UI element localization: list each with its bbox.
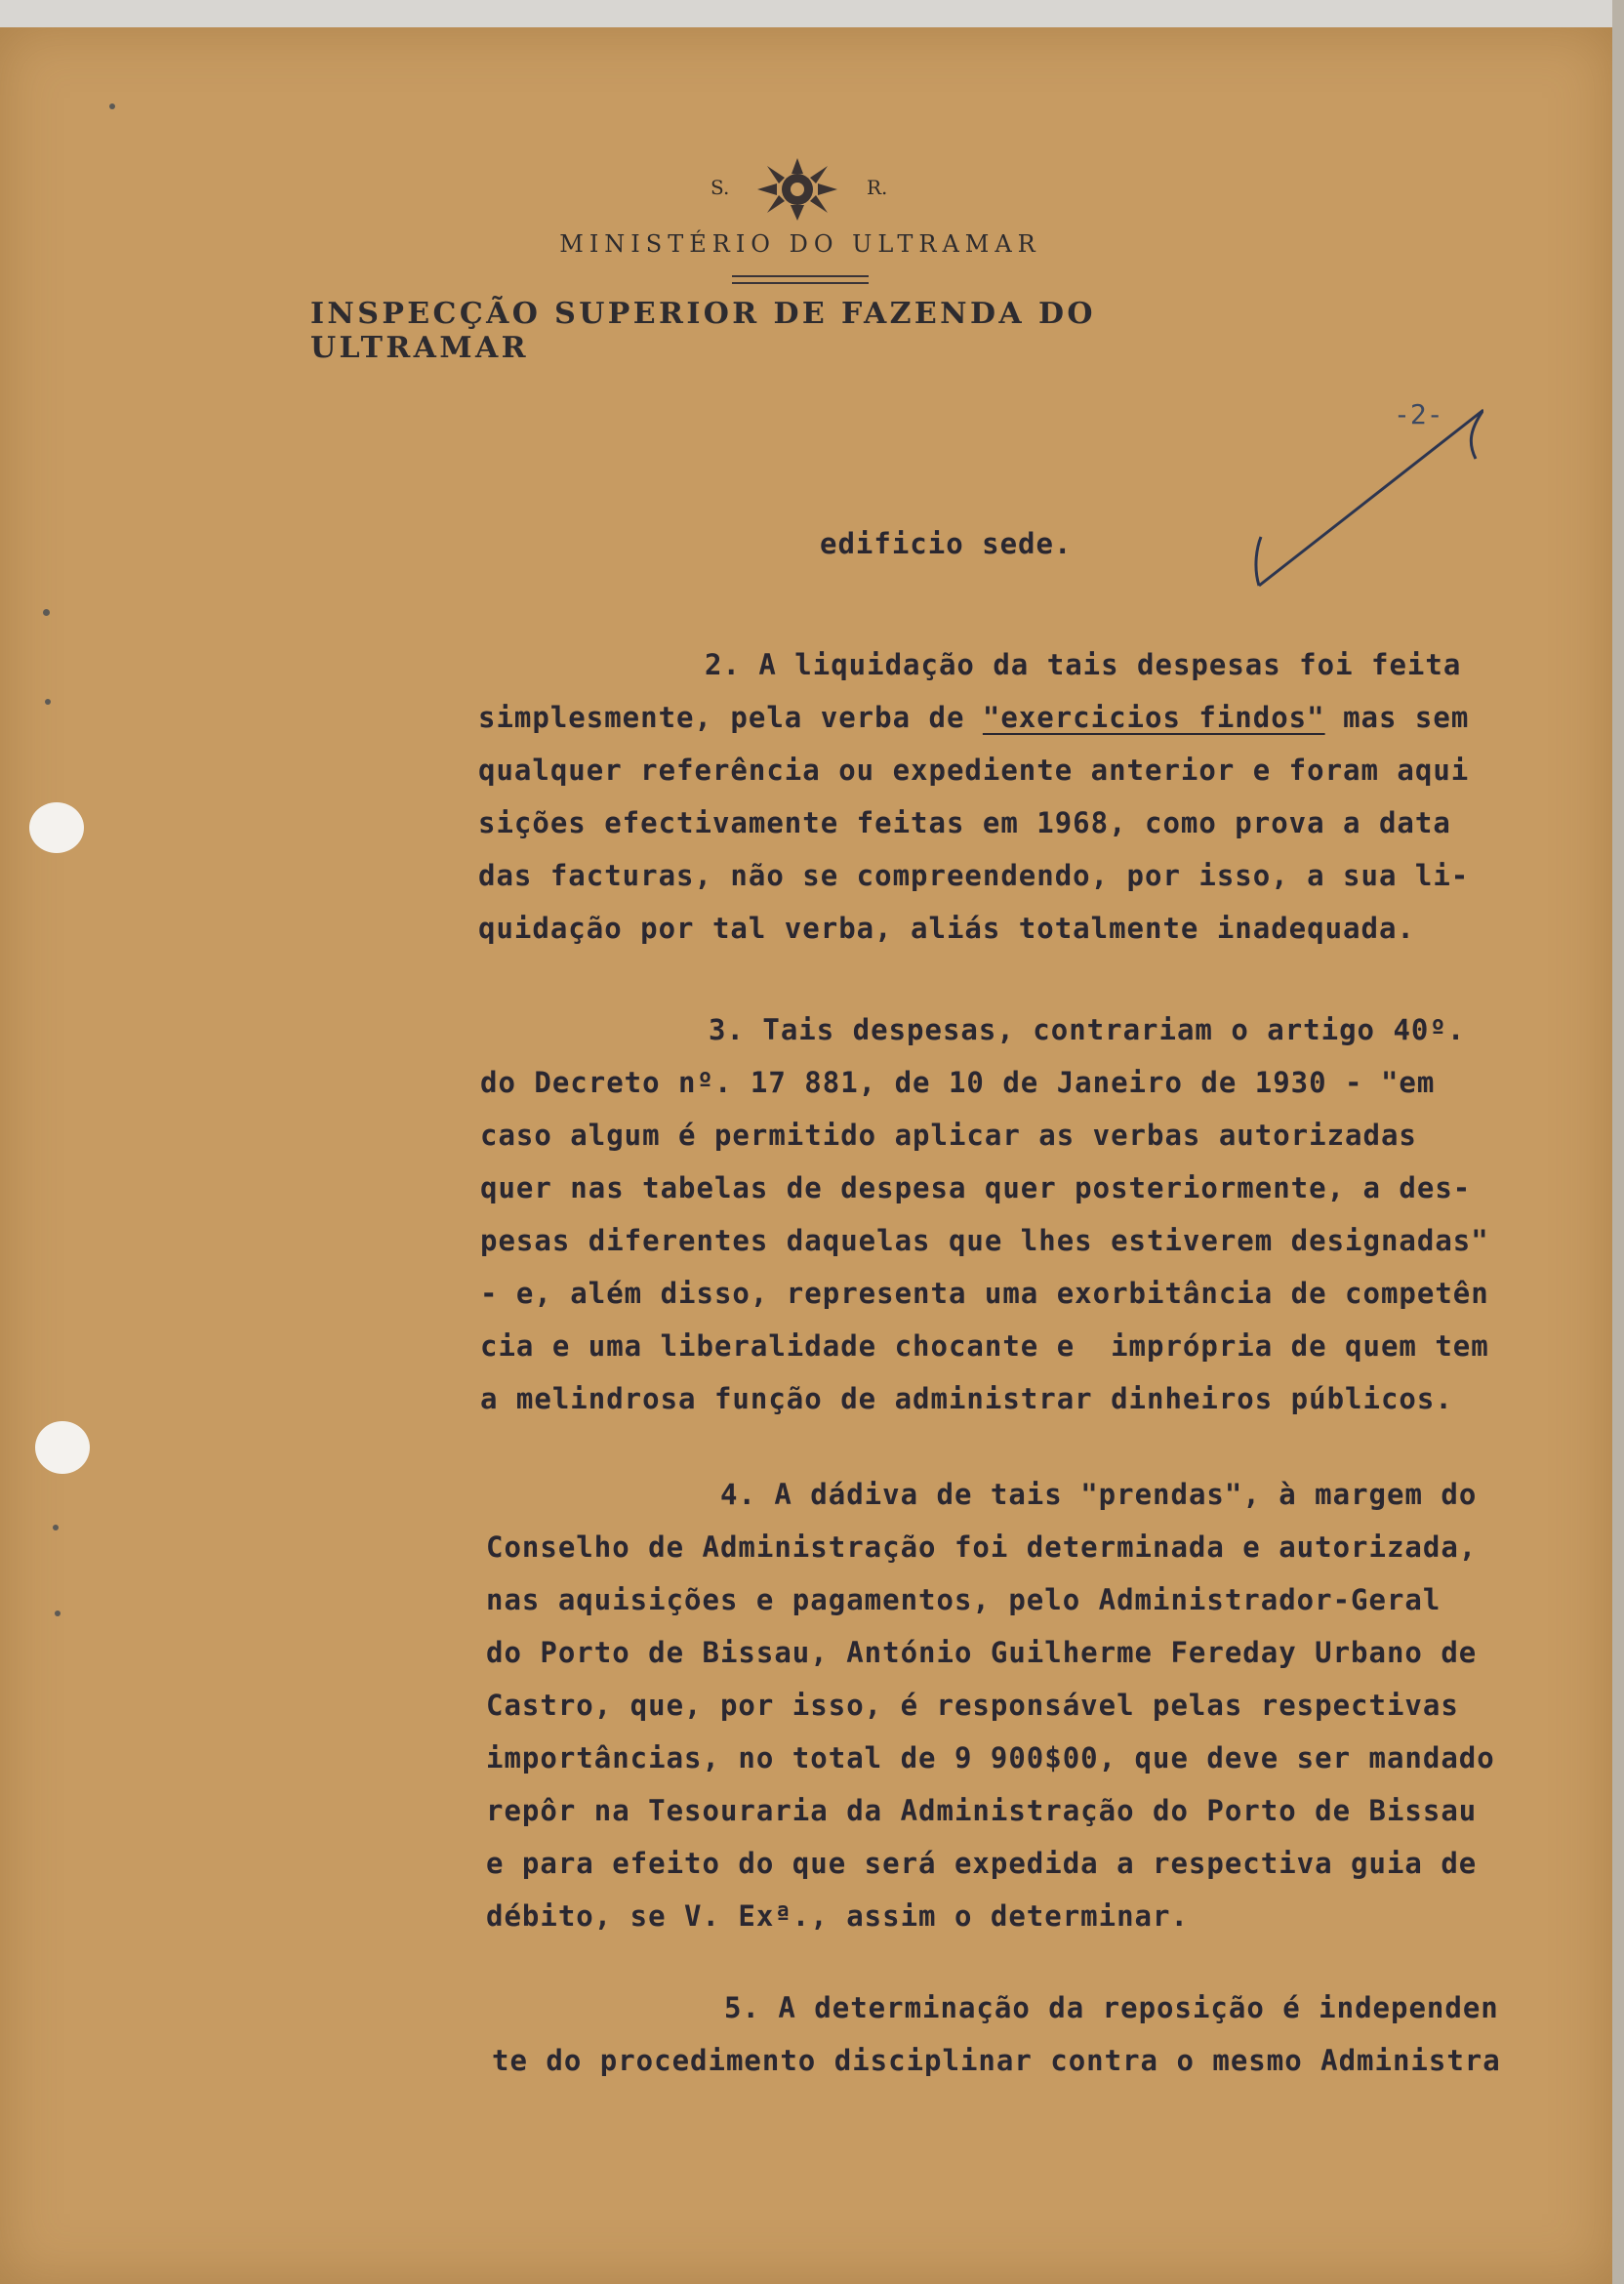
ministry-name: MINISTÉRIO DO ULTRAMAR — [559, 230, 1041, 258]
paragraph-4-line: repôr na Tesouraria da Administração do Porto de Bissau — [486, 1794, 1478, 1827]
binding-mark — [55, 1611, 61, 1616]
paragraph-3-line: quer nas tabelas de despesa quer posteriormente, a des- — [480, 1171, 1472, 1204]
text-line: edificio sede. — [820, 527, 1073, 560]
paragraph-3-line: do Decreto nº. 17 881, de 10 de Janeiro de 1930 - "em — [480, 1066, 1436, 1099]
document-page — [0, 27, 1612, 2284]
paragraph-4-line: débito, se V. Exª., assim o determinar. — [486, 1899, 1189, 1933]
paragraph-2-line: sições efectivamente feitas em 1968, como prova a data — [478, 806, 1451, 839]
paragraph-2-line: qualquer referência ou expediente anterior e foram aqui — [478, 754, 1470, 787]
paragraph-2-line: simplesmente, pela verba de "exercicios findos" mas sem — [478, 701, 1470, 734]
paragraph-5-line: 5. A determinação da reposição é independen — [724, 1991, 1499, 2024]
punch-hole-top — [29, 802, 84, 853]
paragraph-2-line: quidação por tal verba, aliás totalmente inadequada. — [478, 912, 1415, 945]
header-rule — [732, 282, 869, 284]
paragraph-4-line: Conselho de Administração foi determinada e autorizada, — [486, 1530, 1478, 1564]
paragraph-3-line: pesas diferentes daquelas que lhes estiverem designadas" — [480, 1224, 1489, 1257]
paragraph-3-line: 3. Tais despesas, contrariam o artigo 40º. — [709, 1013, 1466, 1046]
paragraph-4-line: do Porto de Bissau, António Guilherme Fereday Urbano de — [486, 1636, 1478, 1669]
scan-right-margin — [1612, 0, 1624, 2284]
paragraph-3-line: cia e uma liberalidade chocante e imprópria de quem tem — [480, 1329, 1489, 1363]
paragraph-3-line: caso algum é permitido aplicar as verbas autorizadas — [480, 1119, 1417, 1152]
paragraph-4-line: 4. A dádiva de tais "prendas", à margem do — [720, 1478, 1478, 1511]
paragraph-2-line: das facturas, não se compreendendo, por isso, a sua li- — [478, 859, 1470, 892]
scan-top-margin — [0, 0, 1624, 29]
pen-stroke-mark — [1249, 400, 1483, 595]
republic-crest-icon — [751, 154, 843, 224]
binding-mark — [43, 609, 50, 616]
paragraph-3-line: - e, além disso, representa uma exorbitância de competên — [480, 1277, 1489, 1310]
punch-hole-bottom — [35, 1421, 90, 1474]
crest-letter-right: R. — [867, 176, 888, 199]
paragraph-4-line: Castro, que, por isso, é responsável pelas respectivas — [486, 1689, 1459, 1722]
header-rule — [732, 275, 869, 277]
binding-mark — [45, 699, 51, 705]
paragraph-4-line: importâncias, no total de 9 900$00, que deve ser mandado — [486, 1741, 1495, 1774]
binding-mark — [109, 103, 115, 109]
paragraph-2-line: 2. A liquidação da tais despesas foi feita — [705, 648, 1462, 681]
paragraph-3-line: a melindrosa função de administrar dinheiros públicos. — [480, 1382, 1453, 1415]
binding-mark — [53, 1525, 59, 1530]
page-number: -2- — [1394, 398, 1443, 430]
paragraph-5-line: te do procedimento disciplinar contra o mesmo Administra — [492, 2044, 1501, 2077]
department-name: INSPECÇÃO SUPERIOR DE FAZENDA DO ULTRAMAR — [310, 297, 1096, 365]
crest-letter-left: S. — [710, 176, 730, 199]
underlined-quote: "exercicios findos" — [982, 701, 1325, 734]
paragraph-4-line: e para efeito do que será expedida a respectiva guia de — [486, 1847, 1478, 1880]
paragraph-4-line: nas aquisições e pagamentos, pelo Administrador-Geral — [486, 1583, 1441, 1616]
